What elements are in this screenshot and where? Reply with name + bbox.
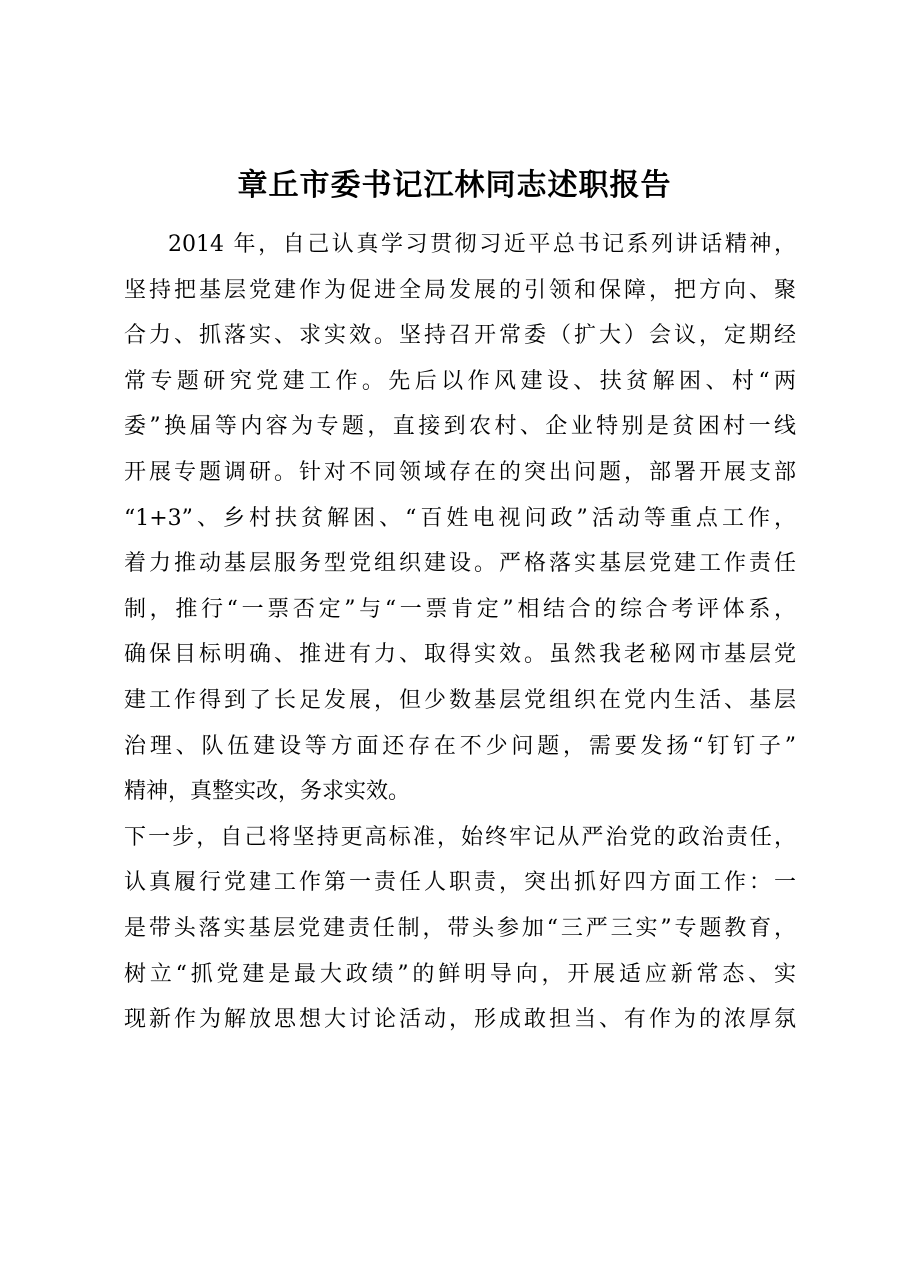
paragraph-line: 制，推行“一票否定”与“一票肯定”相结合的综合考评体系， [124,596,796,622]
document-body [124,222,796,1043]
paragraph-line: 着力推动基层服务型党组织建设。严格落实基层党建工作责任 [124,551,796,577]
paragraph-line: 下一步，自己将坚持更高标准，始终牢记从严治党的政治责任， [124,824,796,850]
paragraph-1 [124,222,796,815]
paragraph-2 [124,815,796,1043]
paragraph-line: 建工作得到了长足发展，但少数基层党组织在党内生活、基层 [124,687,796,713]
paragraph-line: 坚持把基层党建作为促进全局发展的引领和保障，把方向、聚 [124,277,796,303]
paragraph-line: 委”换届等内容为专题，直接到农村、企业特别是贫困村一线 [124,414,796,440]
paragraph-line: 2014 年，自己认真学习贯彻习近平总书记系列讲话精神， [168,232,796,257]
paragraph-line: 常专题研究党建工作。先后以作风建设、扶贫解困、村“两 [124,368,796,394]
document-title: 章丘市委书记江林同志述职报告 [237,168,672,203]
paragraph-line: 开展专题调研。针对不同领域存在的突出问题，部署开展支部 [124,459,796,485]
paragraph-line: 精神，真整实改，务求实效。 [124,779,411,805]
paragraph-line: 现新作为解放思想大讨论活动，形成敢担当、有作为的浓厚氛 [124,1007,796,1033]
paragraph-line: 合力、抓落实、求实效。坚持召开常委（扩大）会议，定期经 [124,323,796,349]
paragraph-line: “1+3”、乡村扶贫解困、“百姓电视问政”活动等重点工作， [124,505,796,531]
paragraph-line: 认真履行党建工作第一责任人职责，突出抓好四方面工作：一 [124,870,796,896]
paragraph-line: 确保目标明确、推进有力、取得实效。虽然我老秘网市基层党 [124,642,796,668]
paragraph-line: 树立“抓党建是最大政绩”的鲜明导向，开展适应新常态、实 [124,961,796,987]
paragraph-line: 是带头落实基层党建责任制，带头参加“三严三实”专题教育， [124,915,796,941]
paragraph-line: 治理、队伍建设等方面还存在不少问题，需要发扬“钉钉子” [124,733,796,759]
